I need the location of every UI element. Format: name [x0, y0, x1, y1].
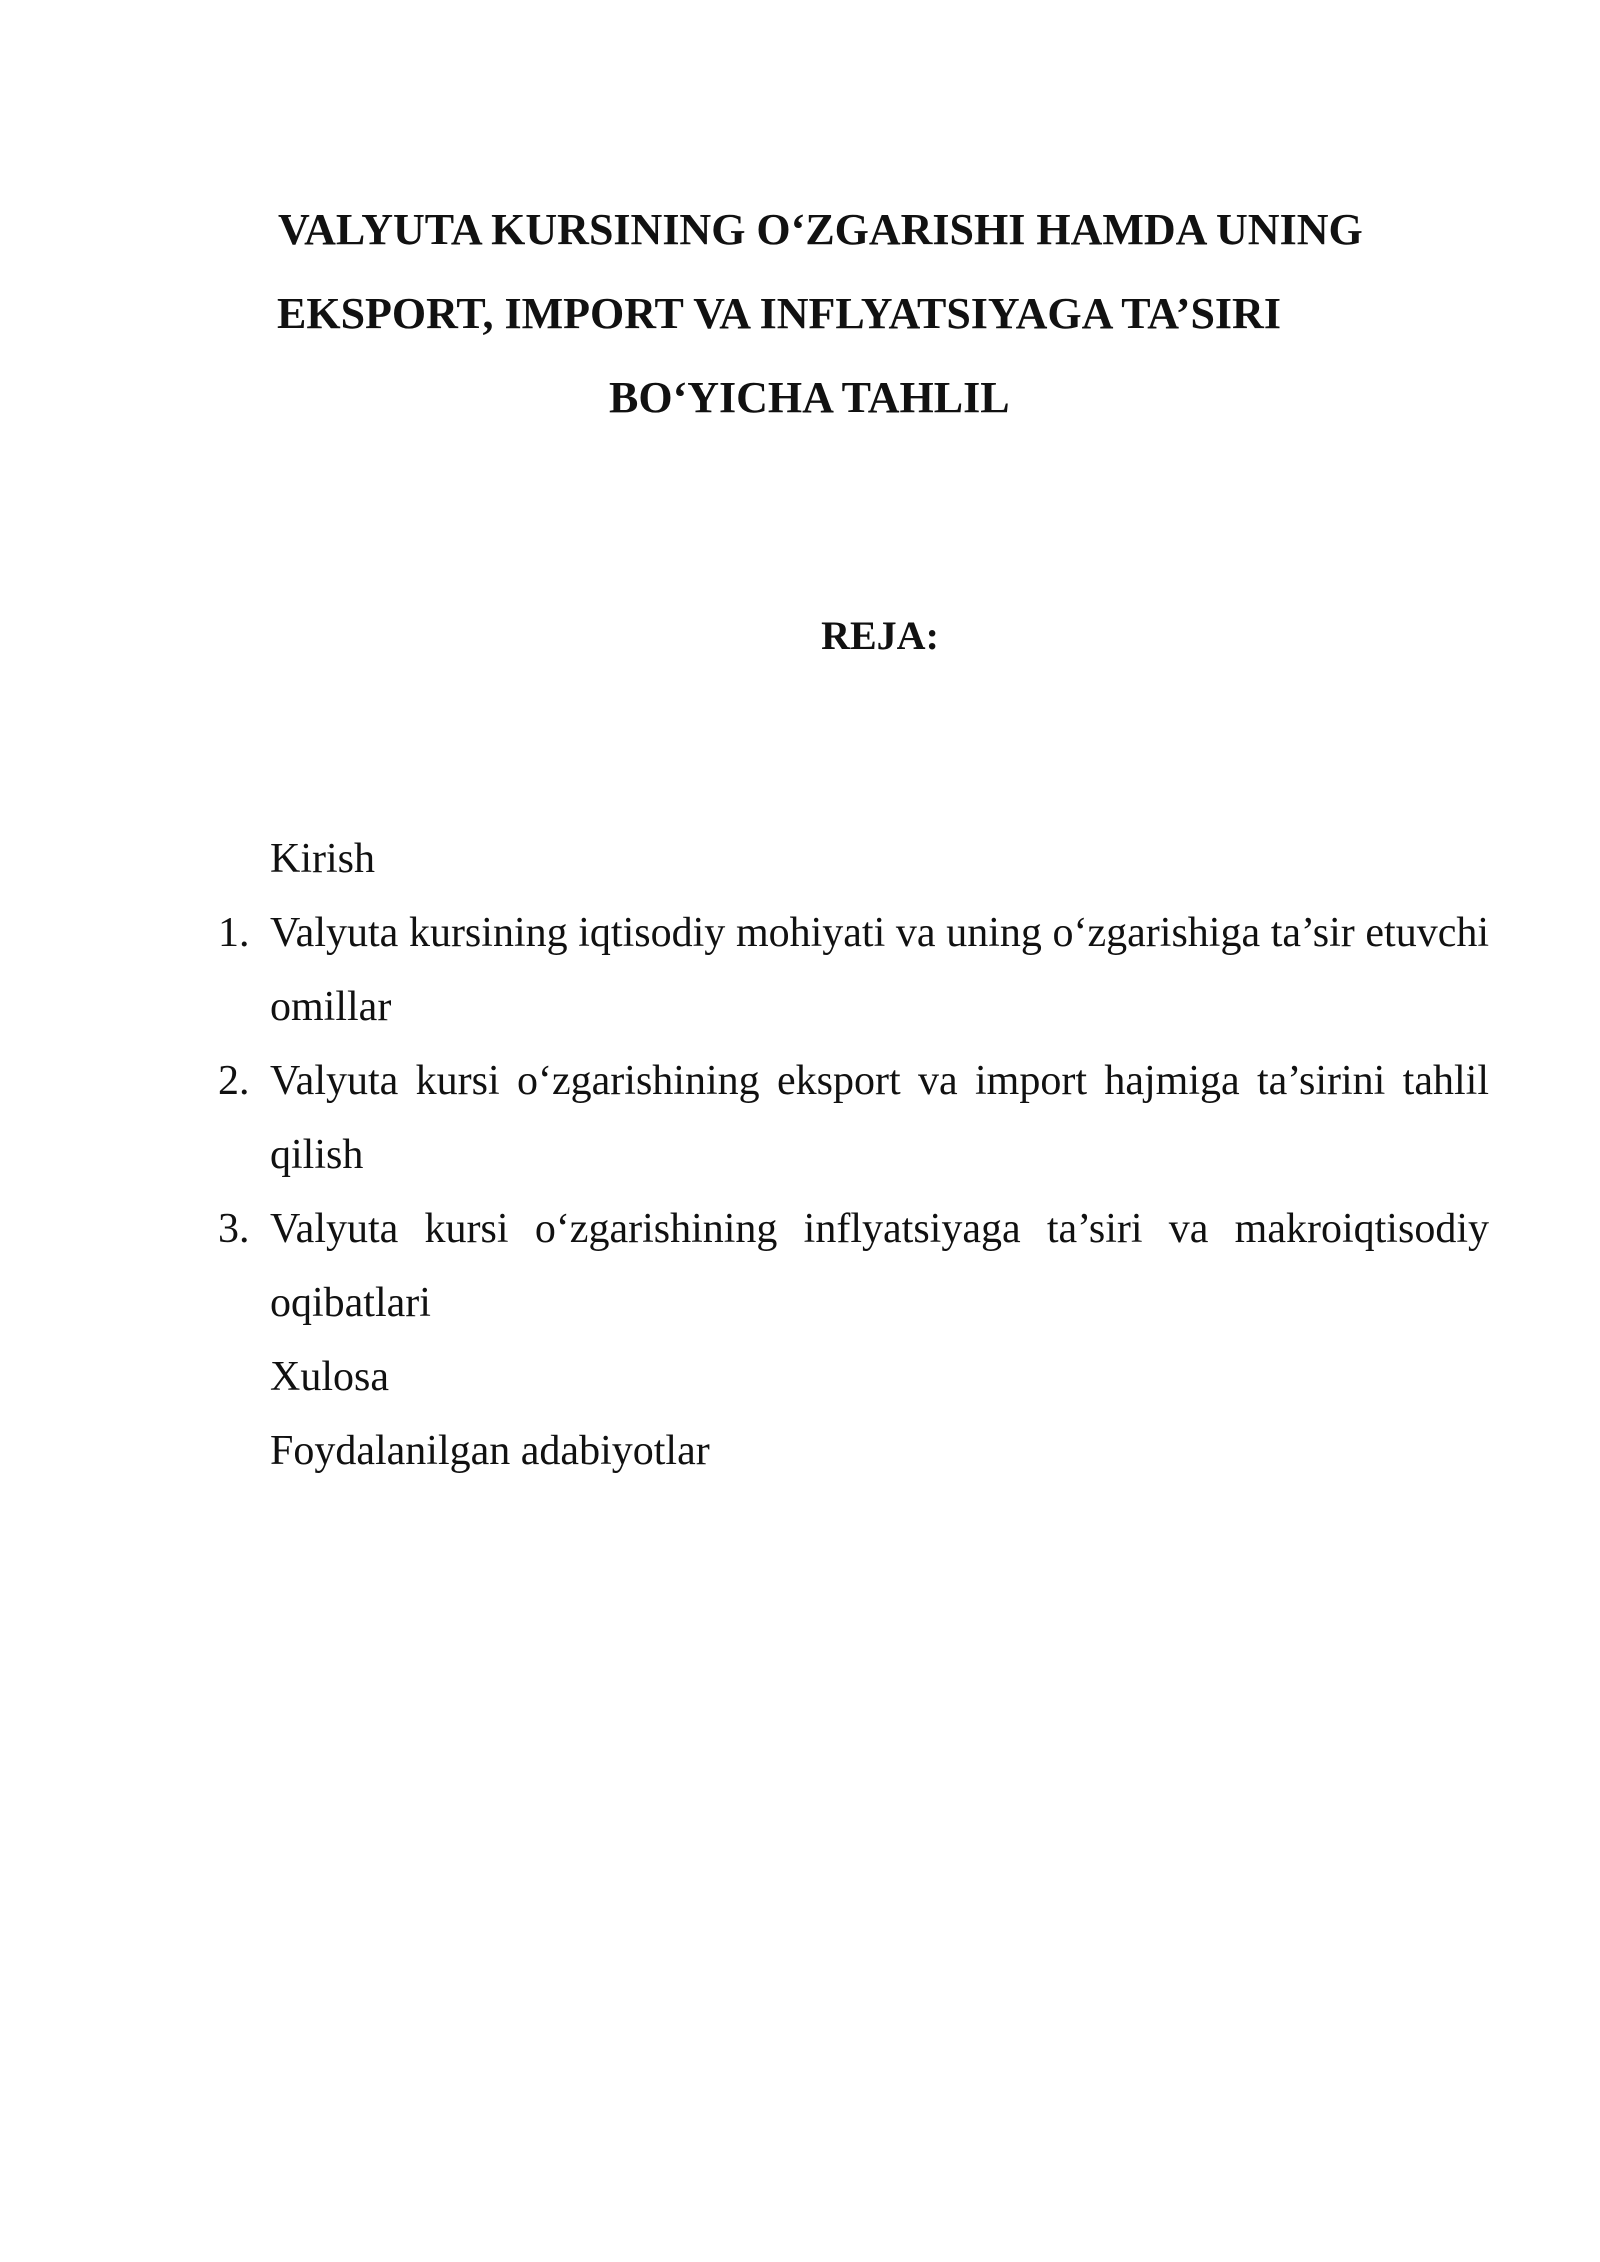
plan-heading: REJA:	[821, 613, 939, 658]
plan-conclusion-text: Xulosa	[270, 1354, 389, 1400]
plan-conclusion	[270, 1340, 1489, 1414]
plan-item-3-text: Valyuta kursi o‘zgarishining inflyatsiyaga ta’siri va makroiqtisodiy oqibatlari	[270, 1206, 1489, 1326]
document-title	[270, 188, 1510, 440]
title-line-1: VALYUTA KURSINING O‘ZGARISHI HAMDA UNING	[278, 205, 1363, 254]
plan-item-2-number: 2.	[218, 1058, 250, 1104]
plan-item-1-text: Valyuta kursining iqtisodiy mohiyati va uning o‘zgarishiga ta’sir etuvchi omillar	[270, 910, 1489, 1030]
title-line-3: BO‘YICHA TAHLIL	[609, 373, 1010, 422]
plan-item-3-number: 3.	[218, 1206, 250, 1252]
plan-item-1	[218, 896, 1489, 1044]
plan-list	[218, 822, 1489, 1488]
title-line-2: EKSPORT, IMPORT VA INFLYATSIYAGA TA’SIRI	[277, 289, 1281, 338]
plan-intro	[270, 822, 1489, 896]
plan-item-2-text: Valyuta kursi o‘zgarishining eksport va import hajmiga ta’sirini tahlil qilish	[270, 1058, 1489, 1178]
plan-references	[270, 1414, 1489, 1488]
plan-item-1-number: 1.	[218, 910, 250, 956]
plan-intro-text: Kirish	[270, 836, 375, 882]
plan-item-3	[218, 1192, 1489, 1340]
plan-references-text: Foydalanilgan adabiyotlar	[270, 1428, 710, 1474]
plan-item-2	[218, 1044, 1489, 1192]
